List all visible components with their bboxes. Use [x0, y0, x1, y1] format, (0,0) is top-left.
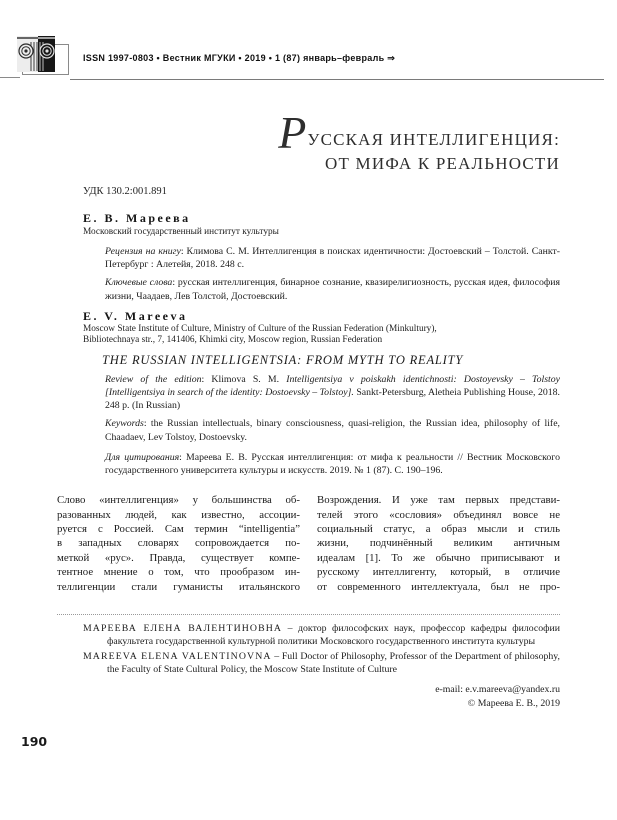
author-address-line2: Bibliotechnaya str., 7, 141406, Khimki city, Moscow region, Russian Federation — [83, 335, 383, 346]
review-label-ru: Рецензия на книгу — [105, 246, 181, 257]
bio-name-en: MAREEVA ELENA VALENTINOVNA — [83, 651, 272, 663]
header-rule — [70, 79, 604, 80]
copyright-line: © Мареева Е. В., 2019 — [467, 697, 560, 709]
bio-name-ru: МАРЕЕВА ЕЛЕНА ВАЛЕНТИНОВНА — [83, 623, 283, 635]
text-line: Слово «интеллигенция» у большинства об- — [57, 494, 300, 507]
dotted-divider — [57, 614, 560, 615]
udc-number: УДК 130.2:001.891 — [83, 186, 167, 197]
review-paragraph-en — [105, 373, 560, 413]
text-line: жизни, подчинённый великим античным — [317, 537, 560, 550]
review-seg1-en: : Klimova S. M. — [201, 373, 287, 385]
text-line: разованных людей, как известно, ассоции- — [57, 508, 300, 521]
ionic-column-capital-icon — [17, 36, 55, 72]
text-line: теллигенции стали гуманисты итальянского — [57, 580, 300, 593]
article-content — [57, 107, 561, 710]
author-name-ru: Е. В. Мареева — [83, 211, 191, 225]
review-text-ru: : Климова С. М. Интеллигенция в поисках идентичности: Достоевский – Толстой. Санкт-Петербург : Алетейя, 2018. 248 с. — [105, 246, 560, 271]
text-line: телей этого «сословия» объединял вовсе не — [317, 508, 560, 521]
citation-paragraph — [105, 451, 560, 477]
text-line: руется с Россией. Сам термин “intelligentia” — [57, 523, 300, 536]
author-affiliation-ru: Московский государственный институт культуры — [83, 227, 279, 237]
title-line1-text: УССКАЯ ИНТЕЛЛИГЕНЦИЯ: — [307, 130, 560, 149]
review-paragraph-ru — [105, 245, 560, 271]
author-bio-ru — [83, 622, 560, 648]
article-title-line1: Р УССКАЯ ИНТЕЛЛИГЕНЦИЯ: — [278, 107, 560, 158]
author-address-line1: Moscow State Institute of Culture, Ministry of Culture of the Russian Federation (Minkultury), — [83, 323, 437, 334]
bio-text-en: – Full Doctor of Philosophy, Professor of the Department of philosophy, the Faculty of State Cultural Policy, the Moscow State Institute of Culture — [107, 651, 560, 676]
citation-label: Для цитирования — [105, 451, 180, 463]
citation-text: : Мареева Е. В. Русская интеллигенция: от мифа к реальности // Вестник Московского государственного университета культуры и искусств. 2019. № 1 (87). С. 190–196. — [105, 451, 560, 477]
review-label-en: Review of the edition — [105, 373, 202, 385]
article-title-en: THE RUSSIAN INTELLIGENTSIA: FROM MYTH TO REALITY — [102, 352, 464, 367]
author-bio-en — [83, 650, 560, 676]
text-line: от современного интеллектуала, был не про- — [317, 580, 560, 593]
text-line: в западных словарях сопровождается по- — [57, 537, 300, 550]
review-seg3-en: Sankt-Petersburg, Aletheia Publishing House, 2018. 248 p. (In Russian) — [105, 387, 560, 412]
keywords-text-ru: : русская интеллигенция, бинарное сознание, квазирелигиозность, русская идея, философия жизни, Чаадаев, Лев Толстой, Достоевский. — [105, 277, 560, 302]
body-column-left — [57, 493, 300, 594]
review-book-title-en: Intelligentsiya v poiskakh identichnosti: Dostoyevsky – Tolstoy [Intelligentsiya in search of the identity: Dostoevsky – Tolstoy]. — [105, 373, 560, 399]
keywords-label-ru: Ключевые слова — [105, 277, 173, 289]
text-line: тентное мнение о том, что прообразом ин- — [57, 566, 300, 579]
article-title — [57, 107, 560, 176]
body-columns — [57, 493, 560, 594]
author-name-en: E. V. Mareeva — [83, 308, 188, 323]
bio-text-ru: – доктор философских наук, профессор кафедры философии факультета государственной культурной политики Московского государственного института культуры — [107, 623, 561, 648]
body-column-right — [317, 493, 560, 594]
header-rule-left-stub — [0, 77, 20, 78]
footer-right-block — [57, 683, 560, 710]
text-line: идеалам [1]. То же обычно приписывают и — [317, 551, 560, 564]
journal-header — [0, 0, 617, 92]
text-line: русскому интеллигенту, который, в отличие — [317, 566, 560, 579]
issn-line: ISSN 1997-0803 • Вестник МГУКИ • 2019 • 1 (87) январь–февраль ⇒ — [83, 53, 396, 63]
keywords-label-en: Keywords — [105, 418, 144, 430]
keywords-paragraph-ru — [105, 276, 560, 302]
author-email[interactable]: e-mail: e.v.mareeva@yandex.ru — [435, 684, 560, 696]
text-line: меткой «рус». Правда, существует компе- — [57, 551, 300, 564]
page-number: 190 — [21, 734, 48, 749]
keywords-paragraph-en — [105, 417, 560, 443]
text-line: социальный статус, а образ мысли и стиль — [317, 523, 560, 536]
text-line: Возрождения. И уже там первых представи- — [317, 494, 560, 507]
keywords-text-en: : the Russian intellectuals, binary consciousness, quasi-religion, the Russian idea, philosophy of life, Chaadaev, Lev Tolstoy, Dostoevsky. — [105, 418, 560, 443]
article-title-line2: ОТ МИФА К РЕАЛЬНОСТИ — [325, 154, 560, 173]
